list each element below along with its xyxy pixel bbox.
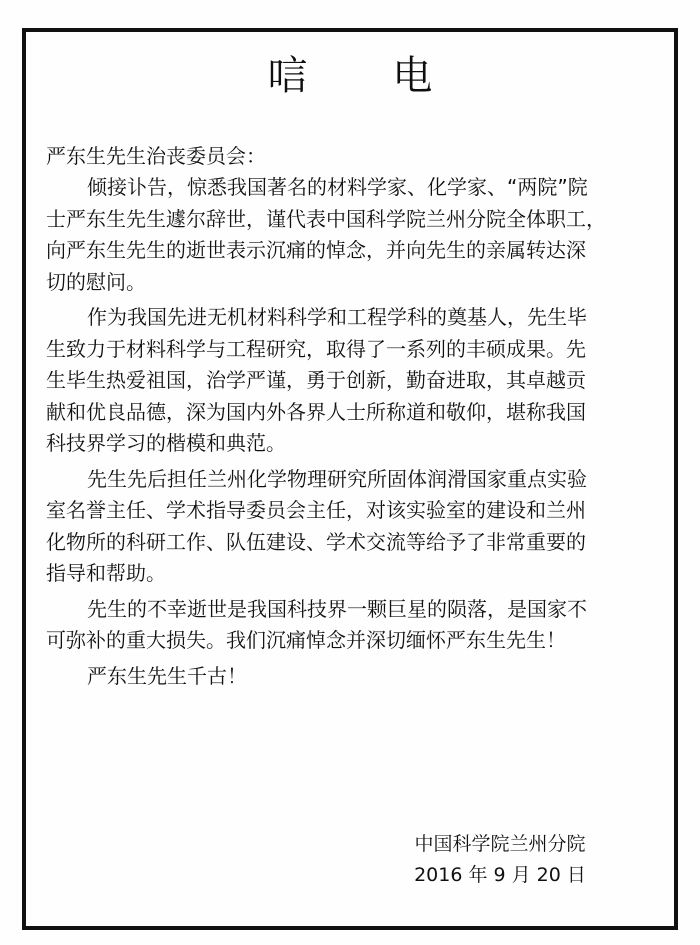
paragraph-line: 先生先后担任兰州化学物理研究所固体润滑国家重点实验 — [87, 466, 587, 491]
signature-block — [380, 829, 620, 891]
paragraph-1 — [46, 172, 664, 298]
paragraph-line: 科技界学习的楷模和典范。 — [46, 431, 286, 455]
paragraph-3 — [46, 464, 664, 590]
paragraph-line: 倾接讣告，惊悉我国著名的材料学家、化学家、“两院”院 — [87, 175, 588, 199]
letter-body — [46, 141, 664, 696]
paragraph-line: 生致力于材料科学与工程研究，取得了一系列的丰硕成果。先 — [46, 336, 586, 361]
paragraph-line: 指导和帮助。 — [46, 561, 166, 585]
paragraph-line: 向严东生先生的逝世表示沉痛的悼念，并向先生的亲属转达深 — [46, 238, 586, 262]
paragraph-line: 切的慰问。 — [46, 269, 146, 294]
salutation: 严东生先生治丧委员会： — [46, 144, 266, 168]
paragraph-line: 化物所的科研工作、队伍建设、学术交流等给予了非常重要的 — [46, 529, 586, 554]
paragraph-line: 士严东生先生遽尔辞世，谨代表中国科学院兰州分院全体职工， — [46, 206, 606, 231]
paragraph-line: 作为我国先进无机材料科学和工程学科的奠基人，先生毕 — [87, 305, 587, 329]
paragraph-line: 可弥补的重大损失。我们沉痛悼念并深切缅怀严东生先生！ — [46, 628, 566, 652]
paragraph-line: 生毕生热爱祖国，治学严谨，勇于创新，勤奋进取，其卓越贡 — [46, 368, 586, 392]
paragraph-line: 先生的不幸逝世是我国科技界一颗巨星的陨落，是国家不 — [87, 596, 587, 621]
paragraph-line: 严东生先生千古！ — [87, 663, 247, 688]
letter-title: 唁 电 — [267, 53, 469, 99]
paragraph-4 — [46, 594, 664, 657]
paragraph-line: 献和优良品德，深为国内外各界人士所称道和敬仰，堪称我国 — [46, 399, 586, 424]
paragraph-line: 室名誉主任、学术指导委员会主任，对该实验室的建设和兰州 — [46, 498, 586, 522]
paragraph-2 — [46, 302, 664, 460]
signature-date: 2016 年 9 月 20 日 — [414, 864, 586, 886]
paragraph-5 — [46, 661, 664, 693]
signature-organization: 中国科学院兰州分院 — [414, 833, 586, 855]
